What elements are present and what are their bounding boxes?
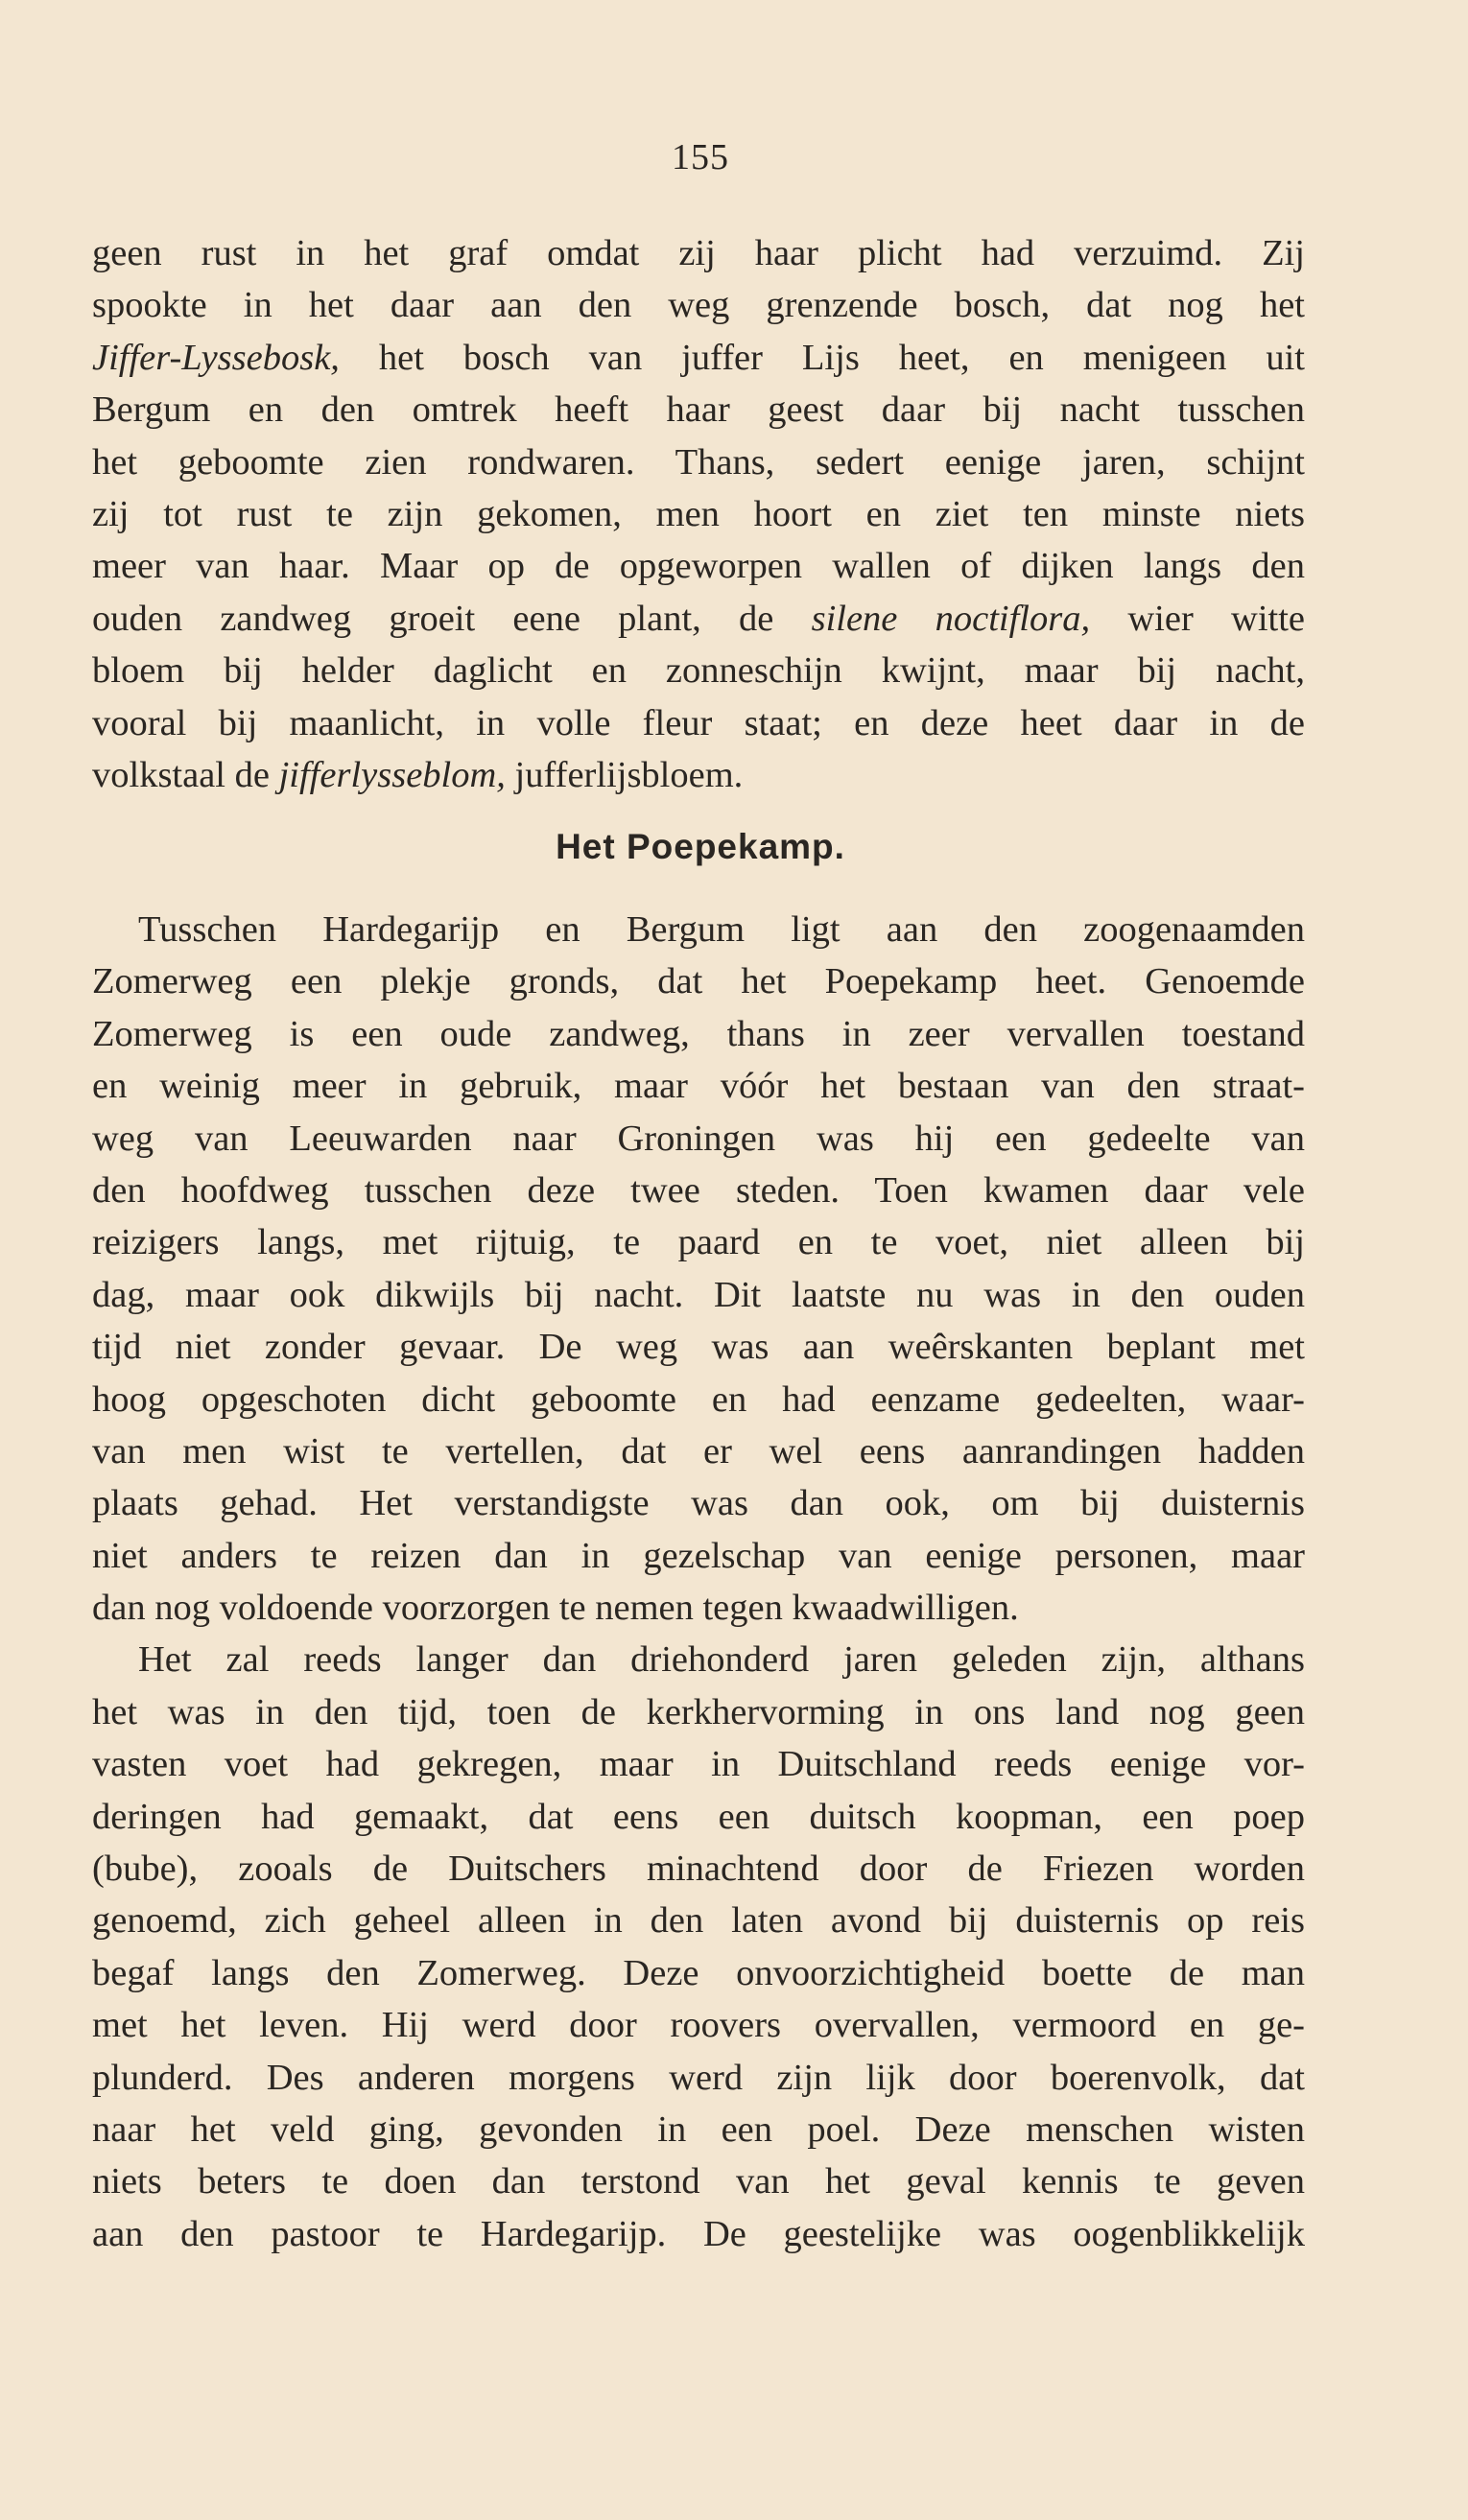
- page-number: 155: [672, 137, 729, 177]
- text-segment: weg van Leeuwarden naar Groningen was hij een gedeelte van: [92, 1118, 1305, 1159]
- text-line: [92, 1947, 1305, 1999]
- text-segment: met het leven. Hij werd door roovers overvallen, vermoord en ge-: [92, 2005, 1305, 2046]
- text-line: [92, 2052, 1305, 2104]
- text-segment: plunderd. Des anderen morgens werd zijn lijk door boerenvolk, dat: [92, 2057, 1305, 2098]
- text-line: [92, 1895, 1305, 1946]
- text-line: [92, 1686, 1305, 1738]
- text-line: [92, 436, 1305, 488]
- text-line: [92, 332, 1305, 384]
- text-segment: reizigers langs, met rijtuig, te paard en te voet, niet alleen bij: [92, 1222, 1305, 1263]
- text-segment: den hoofdweg tusschen deze twee steden. Toen kwamen daar vele: [92, 1169, 1305, 1211]
- text-segment: bloem bij helder daglicht en zonneschijn kwijnt, maar bij nacht,: [92, 650, 1305, 692]
- text-segment: hoog opgeschoten dicht geboomte en had eenzame gedeelten, waar-: [92, 1378, 1305, 1420]
- text-segment: plaats gehad. Het verstandigste was dan ook, om bij duisternis: [92, 1483, 1305, 1524]
- text-segment: niets beters te doen dan terstond van het geval kennis te geven: [92, 2161, 1305, 2202]
- text-line: [92, 1843, 1305, 1895]
- text-segment: het bosch van juffer Lijs heet, en menigeen uit: [339, 337, 1305, 378]
- text-line: [92, 1008, 1305, 1060]
- text-line: [92, 1791, 1305, 1843]
- text-line: [92, 1738, 1305, 1790]
- paragraph: [92, 227, 1305, 801]
- text-segment: ouden zandweg groeit eene plant, de: [92, 598, 812, 639]
- text-segment: geen rust in het graf omdat zij haar plicht had verzuimd. Zij: [92, 233, 1305, 273]
- paragraph: [92, 1634, 1305, 2260]
- text-segment: naar het veld ging, gevonden in een poel. Deze menschen wisten: [92, 2108, 1305, 2150]
- text-line: [92, 1113, 1305, 1165]
- text-segment: en weinig meer in gebruik, maar vóór het bestaan van den straat-: [92, 1066, 1305, 1107]
- text-segment: jufferlijsbloem.: [505, 754, 744, 795]
- text-line: [92, 1060, 1305, 1112]
- text-line: [92, 1374, 1305, 1425]
- text-line: [92, 697, 1305, 749]
- text-segment: Zomerweg een plekje gronds, dat het Poepekamp heet. Genoemde: [92, 961, 1305, 1002]
- text-line: [92, 384, 1305, 436]
- text-segment: (bube), zooals de Duitschers minachtend door de Friezen worden: [92, 1849, 1305, 1890]
- text-segment: Bergum en den omtrek heeft haar geest daar bij nacht tusschen: [92, 389, 1305, 431]
- text-segment: begaf langs den Zomerweg. Deze onvoorzichtigheid boette de man: [92, 1952, 1305, 1993]
- text-line: [92, 1477, 1305, 1529]
- text-segment: het was in den tijd, toen de kerkhervorming in ons land nog geen: [92, 1691, 1305, 1732]
- text-line: [92, 1582, 1305, 1634]
- text-segment: Tusschen Hardegarijp en Bergum ligt aan den zoogenaamden: [138, 909, 1305, 950]
- italic-text: Jiffer-Lyssebosk,: [92, 337, 340, 378]
- text-line: [92, 1321, 1305, 1373]
- text-line: [92, 749, 1305, 801]
- text-segment: het geboomte zien rondwaren. Thans, sedert eenige jaren, schijnt: [92, 441, 1305, 483]
- text-line: [92, 1269, 1305, 1321]
- italic-text: jifferlysseblom,: [278, 754, 506, 795]
- text-line: [92, 1999, 1305, 2051]
- text-line: [92, 955, 1305, 1007]
- text-line: [92, 2104, 1305, 2155]
- text-segment: spookte in het daar aan den weg grenzende bosch, dat nog het: [92, 285, 1305, 326]
- text-segment: Het zal reeds langer dan driehonderd jaren geleden zijn, althans: [138, 1639, 1305, 1681]
- section-heading: Het Poepekamp.: [556, 827, 845, 866]
- text-line: [92, 593, 1305, 645]
- text-line: [92, 1634, 1305, 1685]
- text-segment: van men wist te vertellen, dat er wel eens aanrandingen hadden: [92, 1430, 1305, 1472]
- paragraph: [92, 904, 1305, 1634]
- text-segment: Zomerweg is een oude zandweg, thans in zeer vervallen toestand: [92, 1013, 1305, 1054]
- text-block-after-heading: [92, 904, 1305, 2260]
- text-line: [92, 488, 1305, 540]
- text-line: [92, 2208, 1305, 2260]
- text-line: [92, 540, 1305, 592]
- text-line: [92, 1216, 1305, 1268]
- text-line: [92, 645, 1305, 696]
- text-line: [92, 1530, 1305, 1582]
- text-segment: meer van haar. Maar op de opgeworpen wallen of dijken langs den: [92, 546, 1305, 587]
- text-segment: dan nog voldoende voorzorgen te nemen tegen kwaadwilligen.: [92, 1588, 1019, 1629]
- text-segment: tijd niet zonder gevaar. De weg was aan weêrskanten beplant met: [92, 1327, 1305, 1368]
- text-line: [92, 1165, 1305, 1216]
- text-segment: deringen had gemaakt, dat eens een duitsch koopman, een poep: [92, 1796, 1305, 1837]
- text-line: [92, 279, 1305, 331]
- text-line: [92, 2155, 1305, 2207]
- text-segment: zij tot rust te zijn gekomen, men hoort en ziet ten minste niets: [92, 493, 1305, 534]
- text-segment: vasten voet had gekregen, maar in Duitschland reeds eenige vor-: [92, 1744, 1305, 1785]
- text-line: [92, 1425, 1305, 1477]
- text-segment: aan den pastoor te Hardegarijp. De geestelijke was oogenblikkelijk: [92, 2213, 1305, 2254]
- italic-text: silene noctiflora,: [811, 598, 1091, 639]
- text-line: [92, 227, 1305, 279]
- text-segment: niet anders te reizen dan in gezelschap van eenige personen, maar: [92, 1535, 1305, 1576]
- text-segment: dag, maar ook dikwijls bij nacht. Dit laatste nu was in den ouden: [92, 1274, 1305, 1315]
- text-block-before-heading: [92, 227, 1305, 801]
- text-segment: vooral bij maanlicht, in volle fleur staat; en deze heet daar in de: [92, 702, 1305, 743]
- text-segment: volkstaal de: [92, 754, 279, 795]
- text-line: [92, 904, 1305, 955]
- text-segment: genoemd, zich geheel alleen in den laten avond bij duisternis op reis: [92, 1900, 1305, 1942]
- text-segment: wier witte: [1090, 598, 1305, 639]
